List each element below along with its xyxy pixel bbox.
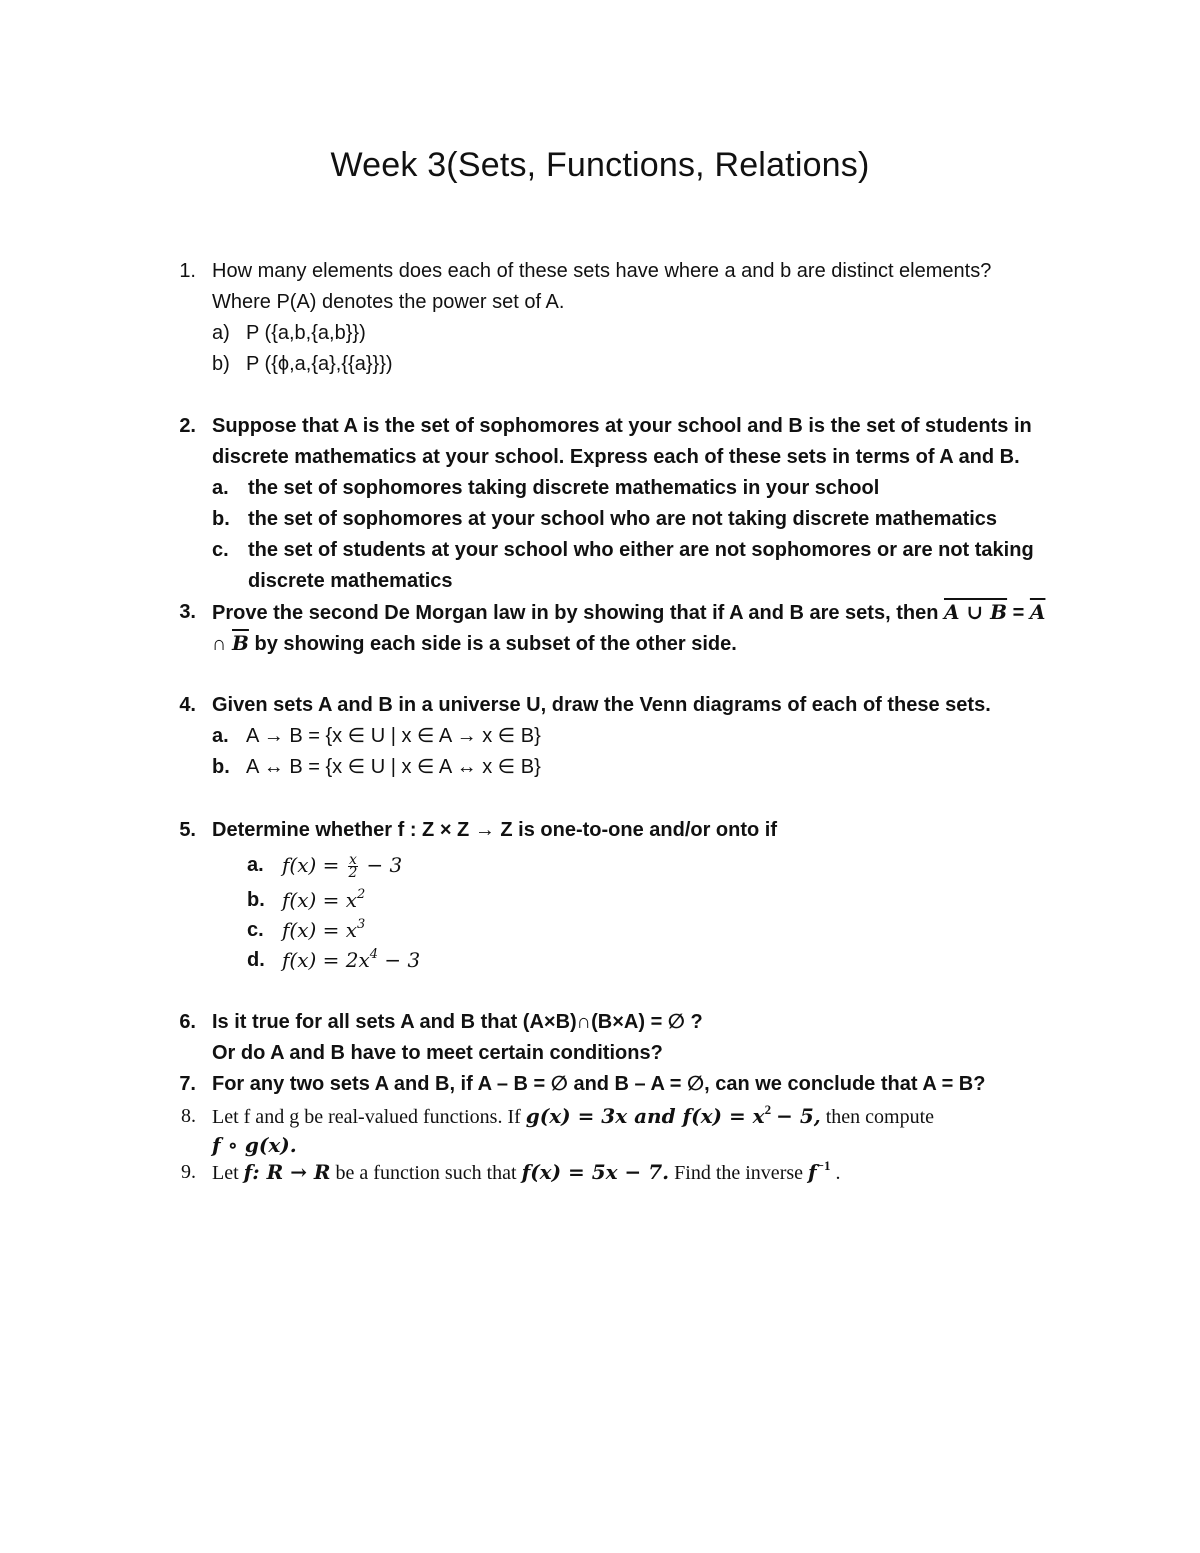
q5a-label: a.	[247, 854, 264, 876]
q4a-text: A → B = {x ∈ U | x ∈ A → x ∈ B}	[246, 725, 541, 747]
q3-union-expr: A ∪ B	[943, 600, 1008, 624]
q5b-lhs: f(x) = x	[282, 888, 358, 912]
q9-map: f: R → R	[243, 1160, 331, 1184]
q2a-text: the set of sophomores taking discrete mathematics in your school	[248, 477, 880, 499]
q5b-expr	[282, 887, 365, 913]
q5-line1: Determine whether f : Z × Z → Z is one-to-one and/or onto if	[212, 819, 778, 841]
q2b-label: b.	[212, 508, 230, 530]
q2c-label: c.	[212, 539, 229, 561]
q4-number: 4.	[179, 694, 196, 716]
q5a-lhs: f(x) =	[282, 853, 340, 877]
q5a-rest: − 3	[366, 853, 403, 877]
q5d-label: d.	[247, 949, 265, 971]
q1b-text: P ({ϕ,a,{a},{{a}}})	[246, 353, 393, 375]
q4b-label: b.	[212, 756, 230, 778]
q8-suffix: then compute	[825, 1106, 935, 1128]
q5d-exponent: 4	[369, 947, 379, 962]
q9-prefix: Let	[212, 1162, 239, 1184]
q6-number: 6.	[179, 1011, 196, 1033]
q9-number: 9.	[181, 1161, 196, 1183]
q4a-label: a.	[212, 725, 229, 747]
q5b-exponent: 2	[357, 887, 366, 902]
q5b-label: b.	[247, 889, 265, 911]
q3-line1	[212, 599, 1045, 626]
q5d-rest: − 3	[384, 948, 421, 972]
q9-inverse-exponent: −1	[816, 1158, 831, 1173]
q9-inverse: f	[808, 1160, 817, 1184]
q9-middle: be a function such that	[335, 1162, 517, 1184]
q9-end: .	[835, 1162, 841, 1184]
q4b-text: A ↔ B = {x ∈ U | x ∈ A ↔ x ∈ B}	[246, 756, 541, 778]
q8-line1	[212, 1103, 934, 1130]
q5a-denominator: 2	[348, 865, 358, 882]
q1b-label: b)	[212, 353, 230, 375]
q8-exponent: 2	[764, 1102, 772, 1117]
q9-expression: f(x) = 5x − 7.	[521, 1160, 670, 1184]
q2-line1: Suppose that A is the set of sophomores at your school and B is the set of students in	[212, 415, 1032, 437]
q7-number: 7.	[179, 1073, 196, 1095]
q1-line1: How many elements does each of these sets have where a and b are distinct elements?	[212, 260, 992, 282]
q2c-text: the set of students at your school who either are not sophomores or are not taking	[248, 539, 1034, 561]
q1-line2: Where P(A) denotes the power set of A.	[212, 291, 565, 313]
q2c-continuation: discrete mathematics	[248, 570, 453, 592]
q5-number: 5.	[179, 819, 196, 841]
q7-line1: For any two sets A and B, if A – B = ∅ and B – A = ∅, can we conclude that A = B?	[212, 1073, 986, 1095]
q8-expression-rest: − 5,	[776, 1104, 821, 1128]
q8-prefix: Let f and g be real-valued functions. If	[212, 1106, 521, 1128]
q8-line2: f ∘ g(x).	[212, 1133, 297, 1157]
q5c-exponent: 3	[357, 917, 366, 932]
q8-expression: g(x) = 3x and f(x) = x	[525, 1104, 765, 1128]
q5d-lhs: f(x) = 2x	[282, 948, 370, 972]
q2a-label: a.	[212, 477, 229, 499]
q3-suffix: by showing each side is a subset of the other side.	[254, 633, 737, 655]
q5a-expr	[282, 852, 403, 882]
q5a-numerator: x	[348, 852, 357, 869]
q9-line1	[212, 1159, 841, 1186]
q5c-label: c.	[247, 919, 264, 941]
q1-number: 1.	[179, 260, 196, 282]
q4-line1: Given sets A and B in a universe U, draw the Venn diagrams of each of these sets.	[212, 694, 991, 716]
q2-number: 2.	[179, 415, 196, 437]
q3-line2	[212, 630, 737, 657]
q9-suffix: Find the inverse	[674, 1162, 804, 1184]
q6-line1: Is it true for all sets A and B that (A×B)∩(B×A) = ∅ ?	[212, 1011, 703, 1033]
q6-line2: Or do A and B have to meet certain conditions?	[212, 1042, 663, 1064]
q2-line2: discrete mathematics at your school. Express each of these sets in terms of A and B.	[212, 446, 1020, 468]
q3-b-complement: $\overline{B}$	[232, 631, 249, 655]
q3-number: 3.	[179, 601, 196, 623]
q3-a-complement: $\overline{A}$	[1029, 600, 1046, 624]
q5d-expr	[282, 947, 420, 973]
q5c-expr	[282, 917, 365, 943]
q2b-text: the set of sophomores at your school who are not taking discrete mathematics	[248, 508, 998, 530]
q5c-lhs: f(x) = x	[282, 918, 358, 942]
q1a-text: P ({a,b,{a,b}})	[246, 322, 366, 344]
q3-intersection: ∩	[212, 633, 227, 655]
q3-equals: =	[1012, 602, 1025, 624]
q5a-fraction	[348, 852, 358, 882]
q3-prefix: Prove the second De Morgan law in by showing that if A and B are sets, then	[212, 602, 939, 624]
q8-number: 8.	[181, 1105, 196, 1127]
q1a-label: a)	[212, 322, 230, 344]
page-title: Week 3(Sets, Functions, Relations)	[330, 146, 870, 184]
